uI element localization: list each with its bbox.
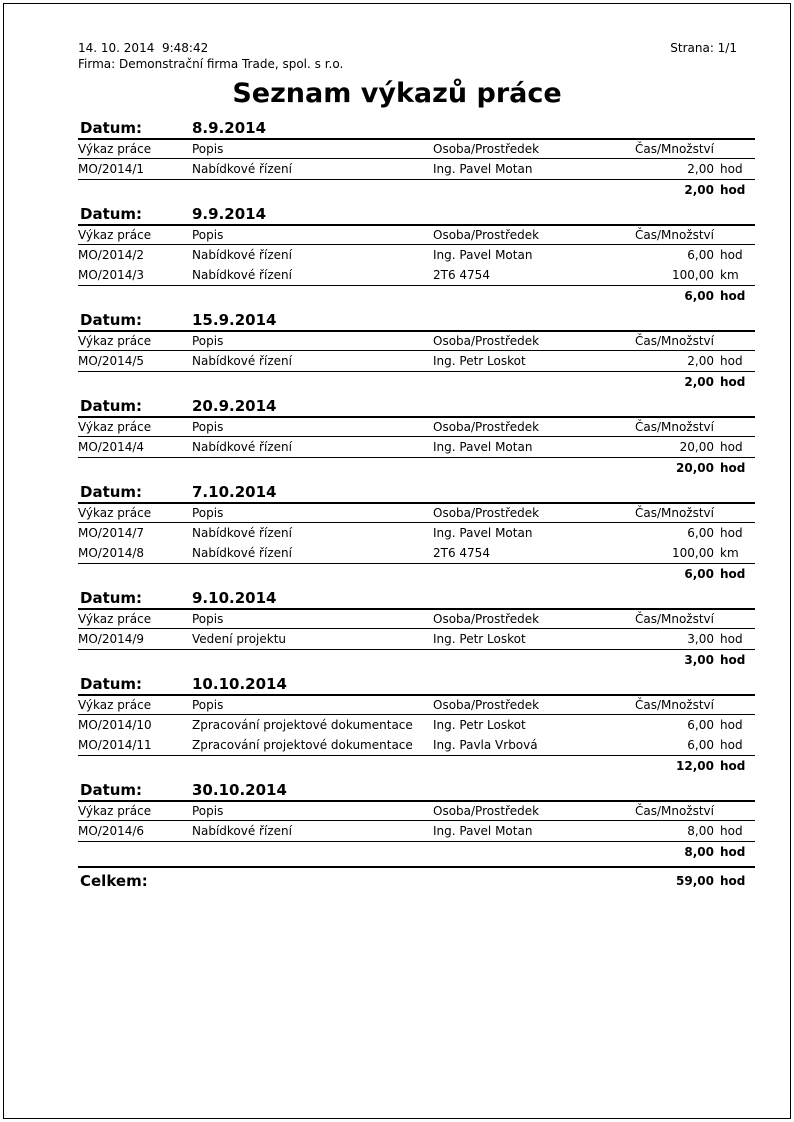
day-subtotal-unit: hod (720, 845, 746, 859)
cell-quantity: 100,00 (672, 546, 714, 560)
grand-total-unit: hod (720, 874, 746, 888)
cell-cas (620, 718, 755, 732)
cell-quantity: 3,00 (687, 632, 714, 646)
cell-osoba: 2T6 4754 (433, 546, 490, 560)
cell-cas (620, 162, 755, 176)
date-heading-value: 7.10.2014 (192, 483, 277, 501)
day-subtotal-quantity: 2,00 (684, 183, 714, 197)
date-heading (78, 780, 755, 802)
cell-unit: hod (720, 162, 743, 176)
date-heading-value: 10.10.2014 (192, 675, 287, 693)
cell-cas (620, 824, 755, 838)
table-row (78, 159, 755, 179)
date-heading (78, 482, 755, 504)
column-header-popis: Popis (192, 142, 224, 156)
column-header-cas (620, 698, 755, 712)
column-header-unit-spacer (714, 698, 755, 712)
column-header-unit-spacer (714, 612, 755, 626)
day-section (78, 674, 755, 776)
cell-vykaz: MO/2014/9 (78, 632, 145, 646)
column-header-vykaz: Výkaz práce (78, 804, 152, 818)
day-subtotal-row (78, 564, 755, 584)
date-heading-label: Datum: (80, 205, 143, 223)
cell-quantity: 6,00 (687, 718, 714, 732)
cell-quantity: 8,00 (687, 824, 714, 838)
column-header-popis: Popis (192, 228, 224, 242)
column-header-cas (620, 420, 755, 434)
cell-popis: Nabídkové řízení (192, 824, 292, 838)
cell-osoba: Ing. Pavel Motan (433, 162, 533, 176)
column-header-vykaz: Výkaz práce (78, 420, 152, 434)
date-heading-value: 8.9.2014 (192, 119, 267, 137)
cell-osoba: 2T6 4754 (433, 268, 490, 282)
cell-unit: hod (720, 824, 743, 838)
table-header-row (78, 140, 755, 159)
cell-popis: Nabídkové řízení (192, 248, 292, 262)
day-subtotal-unit: hod (720, 567, 746, 581)
column-header-popis: Popis (192, 698, 224, 712)
cell-vykaz: MO/2014/4 (78, 440, 145, 454)
date-heading-label: Datum: (80, 675, 143, 693)
column-header-cas-label: Čas/Množství (634, 420, 714, 434)
table-header-row (78, 610, 755, 629)
cell-osoba: Ing. Pavla Vrbová (433, 738, 538, 752)
cell-unit: hod (720, 248, 743, 262)
column-header-popis: Popis (192, 506, 224, 520)
cell-cas (620, 268, 755, 282)
date-heading (78, 396, 755, 418)
data-rows (78, 159, 755, 180)
report-body (78, 118, 755, 862)
data-rows (78, 351, 755, 372)
day-subtotal-row (78, 458, 755, 478)
column-header-unit-spacer (714, 142, 755, 156)
cell-quantity: 6,00 (687, 526, 714, 540)
print-datetime: 14. 10. 2014 9:48:42 (78, 41, 209, 55)
day-subtotal-quantity: 3,00 (684, 653, 714, 667)
data-rows (78, 629, 755, 650)
column-header-unit-spacer (714, 804, 755, 818)
data-rows (78, 523, 755, 564)
column-header-vykaz: Výkaz práce (78, 612, 152, 626)
column-header-vykaz: Výkaz práce (78, 142, 152, 156)
date-heading (78, 674, 755, 696)
date-heading-value: 30.10.2014 (192, 781, 287, 799)
report-content (78, 40, 755, 894)
column-header-cas-label: Čas/Množství (634, 334, 714, 348)
column-header-cas-label: Čas/Množství (634, 612, 714, 626)
column-header-popis: Popis (192, 420, 224, 434)
cell-cas (620, 354, 755, 368)
column-header-vykaz: Výkaz práce (78, 228, 152, 242)
table-header-row (78, 418, 755, 437)
day-section (78, 396, 755, 478)
cell-vykaz: MO/2014/10 (78, 718, 152, 732)
column-header-osoba: Osoba/Prostředek (433, 334, 540, 348)
cell-quantity: 2,00 (687, 162, 714, 176)
day-subtotal-unit: hod (720, 183, 746, 197)
grand-total-quantity: 59,00 (676, 874, 714, 888)
cell-osoba: Ing. Pavel Motan (433, 824, 533, 838)
cell-cas (620, 738, 755, 752)
column-header-osoba: Osoba/Prostředek (433, 506, 540, 520)
cell-vykaz: MO/2014/1 (78, 162, 145, 176)
grand-total-row (78, 866, 755, 894)
table-header-row (78, 504, 755, 523)
date-heading (78, 118, 755, 140)
column-header-popis: Popis (192, 804, 224, 818)
cell-cas (620, 440, 755, 454)
column-header-cas (620, 334, 755, 348)
day-subtotal-row (78, 372, 755, 392)
cell-cas (620, 526, 755, 540)
column-header-osoba: Osoba/Prostředek (433, 228, 540, 242)
column-header-unit-spacer (714, 334, 755, 348)
column-header-cas (620, 506, 755, 520)
column-header-popis: Popis (192, 334, 224, 348)
cell-osoba: Ing. Petr Loskot (433, 718, 526, 732)
data-rows (78, 715, 755, 756)
column-header-osoba: Osoba/Prostředek (433, 612, 540, 626)
table-row (78, 543, 755, 563)
page-header (78, 40, 755, 56)
cell-cas (620, 546, 755, 560)
cell-popis: Nabídkové řízení (192, 268, 292, 282)
day-subtotal-unit: hod (720, 759, 746, 773)
cell-vykaz: MO/2014/8 (78, 546, 145, 560)
cell-unit: hod (720, 718, 743, 732)
cell-unit: km (720, 546, 739, 560)
cell-vykaz: MO/2014/7 (78, 526, 145, 540)
day-subtotal-quantity: 2,00 (684, 375, 714, 389)
column-header-vykaz: Výkaz práce (78, 334, 152, 348)
page-number: Strana: 1/1 (670, 41, 737, 55)
table-header-row (78, 226, 755, 245)
day-subtotal-row (78, 842, 755, 862)
cell-osoba: Ing. Pavel Motan (433, 526, 533, 540)
table-header-row (78, 802, 755, 821)
report-page (3, 3, 791, 1119)
data-rows (78, 437, 755, 458)
date-heading-label: Datum: (80, 397, 143, 415)
cell-vykaz: MO/2014/2 (78, 248, 145, 262)
cell-unit: hod (720, 526, 743, 540)
day-subtotal-row (78, 180, 755, 200)
date-heading-label: Datum: (80, 781, 143, 799)
table-header-row (78, 332, 755, 351)
cell-unit: hod (720, 632, 743, 646)
day-subtotal-quantity: 12,00 (676, 759, 714, 773)
cell-unit: hod (720, 738, 743, 752)
table-header-row (78, 696, 755, 715)
column-header-unit-spacer (714, 506, 755, 520)
day-subtotal-quantity: 6,00 (684, 567, 714, 581)
table-row (78, 821, 755, 841)
column-header-cas (620, 142, 755, 156)
column-header-cas-label: Čas/Množství (634, 804, 714, 818)
cell-quantity: 100,00 (672, 268, 714, 282)
day-subtotal-unit: hod (720, 375, 746, 389)
column-header-cas-label: Čas/Množství (634, 698, 714, 712)
column-header-cas-label: Čas/Množství (634, 506, 714, 520)
column-header-vykaz: Výkaz práce (78, 506, 152, 520)
day-subtotal-row (78, 286, 755, 306)
cell-cas (620, 632, 755, 646)
date-heading-value: 9.10.2014 (192, 589, 277, 607)
table-row (78, 629, 755, 649)
column-header-cas (620, 804, 755, 818)
cell-osoba: Ing. Pavel Motan (433, 440, 533, 454)
cell-popis: Nabídkové řízení (192, 354, 292, 368)
cell-osoba: Ing. Petr Loskot (433, 632, 526, 646)
cell-quantity: 20,00 (679, 440, 714, 454)
day-subtotal-quantity: 20,00 (676, 461, 714, 475)
day-section (78, 204, 755, 306)
day-subtotal-row (78, 756, 755, 776)
date-heading (78, 204, 755, 226)
column-header-popis: Popis (192, 612, 224, 626)
date-heading-label: Datum: (80, 119, 143, 137)
report-title: Seznam výkazů práce (232, 78, 562, 109)
column-header-osoba: Osoba/Prostředek (433, 142, 540, 156)
table-row (78, 715, 755, 735)
day-section (78, 310, 755, 392)
table-row (78, 735, 755, 755)
date-heading-value: 9.9.2014 (192, 205, 267, 223)
day-subtotal-unit: hod (720, 289, 746, 303)
day-section (78, 118, 755, 200)
cell-unit: hod (720, 440, 743, 454)
column-header-osoba: Osoba/Prostředek (433, 804, 540, 818)
cell-osoba: Ing. Pavel Motan (433, 248, 533, 262)
cell-popis: Vedení projektu (192, 632, 287, 646)
day-subtotal-quantity: 8,00 (684, 845, 714, 859)
company-line: Firma: Demonstrační firma Trade, spol. s r.o. (78, 57, 344, 71)
table-row (78, 523, 755, 543)
column-header-osoba: Osoba/Prostředek (433, 698, 540, 712)
grand-total-label: Celkem: (80, 872, 148, 890)
cell-unit: km (720, 268, 739, 282)
cell-popis: Zpracování projektové dokumentace (192, 738, 413, 752)
data-rows (78, 245, 755, 286)
day-section (78, 780, 755, 862)
date-heading-value: 20.9.2014 (192, 397, 277, 415)
cell-popis: Nabídkové řízení (192, 526, 292, 540)
column-header-vykaz: Výkaz práce (78, 698, 152, 712)
date-heading-label: Datum: (80, 311, 143, 329)
cell-vykaz: MO/2014/11 (78, 738, 152, 752)
table-row (78, 265, 755, 285)
column-header-cas (620, 228, 755, 242)
column-header-unit-spacer (714, 228, 755, 242)
day-subtotal-quantity: 6,00 (684, 289, 714, 303)
column-header-osoba: Osoba/Prostředek (433, 420, 540, 434)
column-header-unit-spacer (714, 420, 755, 434)
column-header-cas-label: Čas/Množství (634, 142, 714, 156)
cell-cas (620, 248, 755, 262)
date-heading-label: Datum: (80, 589, 143, 607)
cell-vykaz: MO/2014/6 (78, 824, 145, 838)
day-subtotal-row (78, 650, 755, 670)
day-section (78, 588, 755, 670)
date-heading (78, 588, 755, 610)
cell-popis: Nabídkové řízení (192, 546, 292, 560)
date-heading (78, 310, 755, 332)
column-header-cas (620, 612, 755, 626)
cell-popis: Nabídkové řízení (192, 440, 292, 454)
cell-vykaz: MO/2014/5 (78, 354, 145, 368)
day-subtotal-unit: hod (720, 653, 746, 667)
cell-vykaz: MO/2014/3 (78, 268, 145, 282)
cell-quantity: 6,00 (687, 738, 714, 752)
table-row (78, 351, 755, 371)
cell-popis: Zpracování projektové dokumentace (192, 718, 413, 732)
cell-quantity: 2,00 (687, 354, 714, 368)
column-header-cas-label: Čas/Množství (634, 228, 714, 242)
data-rows (78, 821, 755, 842)
date-heading-label: Datum: (80, 483, 143, 501)
day-subtotal-unit: hod (720, 461, 746, 475)
cell-unit: hod (720, 354, 743, 368)
cell-quantity: 6,00 (687, 248, 714, 262)
cell-popis: Nabídkové řízení (192, 162, 292, 176)
cell-osoba: Ing. Petr Loskot (433, 354, 526, 368)
day-section (78, 482, 755, 584)
date-heading-value: 15.9.2014 (192, 311, 277, 329)
table-row (78, 437, 755, 457)
table-row (78, 245, 755, 265)
